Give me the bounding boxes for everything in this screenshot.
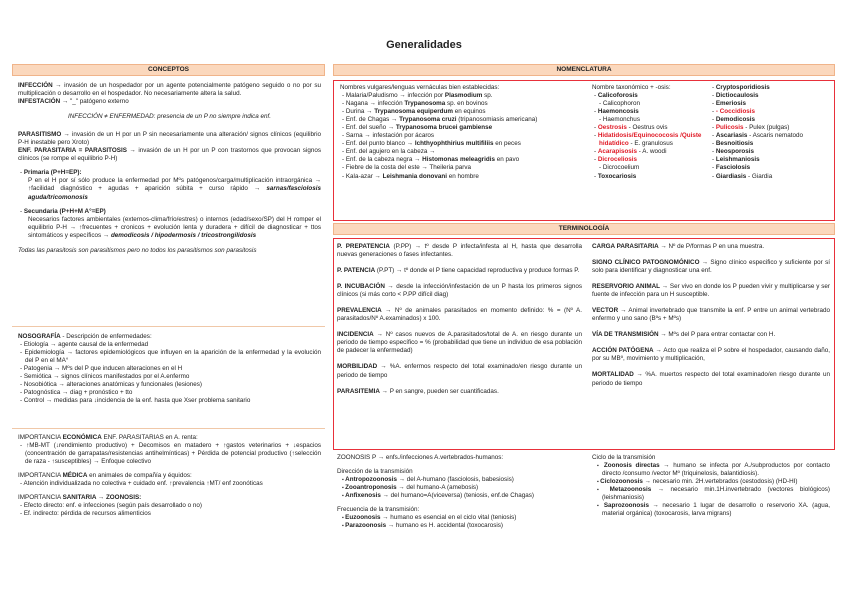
text-span: → humano es esencial en el ciclo vital (teniosis)	[380, 514, 517, 522]
list-item	[710, 108, 830, 116]
list-item: - Epidemiología → factores epidemiológicos que influyen en la aparición de la enfermedad y la evolución del P en el MA°	[18, 349, 321, 365]
ciclo-list	[592, 462, 830, 518]
text-span: Pulicosis	[715, 124, 744, 132]
medica-list	[18, 480, 321, 488]
text-span: Dicrocoelium	[602, 164, 640, 172]
list-item: - Efecto directo: enf. e infecciones (según país desarrollado o no)	[18, 502, 321, 510]
list-item	[710, 132, 830, 140]
sanitaria-list	[18, 502, 321, 518]
economica-list	[18, 442, 321, 466]
list-item	[340, 132, 580, 140]
text-span: Toxocariosis	[597, 172, 637, 180]
text-span: Besnoitiosis	[715, 140, 754, 148]
frecuencia-title: Frecuencia de la transmisión:	[337, 506, 420, 514]
text-span: → humano es H. accidental (toxocarosis)	[386, 522, 504, 530]
term-definition	[337, 243, 582, 259]
text-span: - Oestrus ovis	[626, 124, 668, 132]
list-item	[337, 514, 582, 522]
text-span: (P.PP) → tº desde P infecta/infesta al H, hasta que desarrolla nuevas generaciones o fases infectantes.	[337, 243, 582, 259]
zoonosis-intro: ZOONOSIS P → enfs./infecciones A.vertebrados-humanos:	[337, 454, 504, 461]
text-span: → del humano=A(viceversa) (teniosis, enf.de Chagas)	[380, 492, 534, 500]
term-definition	[592, 283, 830, 299]
text-span: Dictiocaulosis	[715, 92, 759, 100]
list-item	[710, 173, 830, 181]
vernacular-names	[340, 84, 580, 181]
list-item	[710, 156, 830, 164]
list-item	[592, 173, 707, 181]
text-span: Trypanosoma	[404, 100, 446, 108]
list-item	[710, 84, 830, 92]
text-span: → necesario min. 2H.vertebrados (cestodosis) (HD-HI)	[642, 478, 798, 486]
text-span: → %A. enfermos respecto del total examinado/en riesgo durante un periodo de tiempo	[337, 363, 582, 379]
header-terminologia: TERMINOLOGÍA	[333, 223, 835, 235]
sanitaria-title: IMPORTANCIA SANITARIA → ZOONOSIS:	[18, 494, 142, 502]
text-span: Calicophoron	[602, 100, 640, 108]
text-span: Neosporosis	[715, 148, 755, 156]
text-span: Emeriosis	[715, 100, 746, 108]
list-item	[710, 148, 830, 156]
list-item	[340, 100, 580, 108]
term-definition	[337, 331, 582, 355]
text-span: INCIDENCIA	[337, 331, 374, 339]
text-span: Plasmodium	[444, 92, 483, 100]
text-span: en hombre	[447, 172, 479, 180]
text-span: Trypanosoma brucei gambiense	[395, 124, 493, 132]
text-span: Dicroceliosis	[597, 156, 638, 164]
text-span: P. PATENCIA	[337, 267, 376, 275]
divider	[12, 428, 325, 429]
term-definition	[592, 331, 830, 339]
list-item	[592, 116, 707, 124]
list-item: - Semiótica → signos clínicos manifestados por el A.enfermo	[18, 373, 321, 381]
page-title: Generalidades	[386, 39, 462, 51]
text-span: en peces	[493, 140, 521, 148]
terminologia-left	[337, 243, 582, 396]
list-item	[592, 462, 830, 478]
vernacular-list	[340, 92, 580, 181]
list-item	[340, 140, 580, 148]
text-span: → necesario min.1H.invertebrado (vectores biológicos) (leishmaniosis)	[602, 486, 830, 502]
text-span: Saprozoonosis	[603, 502, 649, 510]
text-span: Histomonas meleagridis	[422, 156, 495, 164]
text-span: Enf. del sueño →	[345, 124, 396, 132]
text-span: Zooantroponosis	[345, 484, 397, 492]
term-definition	[337, 267, 582, 275]
list-item	[592, 132, 707, 148]
frecuencia-list	[337, 514, 582, 530]
list-item	[592, 92, 707, 100]
text-span: Leishmania donovani	[382, 172, 447, 180]
secundaria-list: - Secundaria (P+H+M A°=EP)	[18, 208, 321, 216]
list-item	[710, 124, 830, 132]
list-item	[337, 492, 582, 500]
text-span: → Mºs del P para entrar contactar con H.	[658, 331, 776, 339]
header-conceptos: CONCEPTOS	[12, 64, 325, 76]
list-item	[337, 522, 582, 530]
text-span: → Ser vivo en donde los P pueden vivir y multiplicarse y ser fuente de infección para un H susceptible.	[592, 283, 830, 299]
text-span: PARASITEMIA	[337, 387, 380, 395]
term-definition	[592, 347, 830, 363]
text-span: - E. granulosus	[628, 140, 673, 148]
term-definition	[592, 259, 830, 275]
list-item: - Control → medidas para ↓incidencia de la enf. hasta que Xser problema sanitario	[18, 397, 321, 405]
list-item	[592, 478, 830, 486]
text-span: VECTOR	[592, 307, 619, 315]
list-item	[337, 476, 582, 484]
text-span: en pavo	[494, 156, 520, 164]
terminologia-right	[592, 243, 830, 388]
text-span: → %A. muertos respecto del total examinado/en riesgo durante un periodo de tiempo	[592, 371, 830, 387]
list-item: - ↑MB-MT (↓rendimiento productivo) + Decomisos en matadero + ↑gastos veterinarios + ↓espacios (concentración de garrapatas/resistencias antihelmínticas) + Pérdida de potencial productivo (↑selección de raza - ↑susceptibles) → Enfoque colectivo	[18, 442, 321, 466]
text-span: - Giardia	[746, 172, 773, 180]
infeccion-def: INFECCIÓN → invasión de un hospedador por un agente potencialmente patógeno seguido o no por su multiplicación o desarrollo en el hospedador. No necesariamente altera la salud.	[18, 82, 321, 98]
text-span: → humano se infecta por A./subproductos por contacto directo /consumo /vector Mº (triquinelosis, balantidiosis).	[602, 462, 831, 478]
text-span: Enf. de la cabeza negra →	[345, 156, 423, 164]
text-span: Anfixenosis	[345, 492, 381, 500]
term-definition	[337, 363, 582, 379]
term-definition	[337, 307, 582, 323]
text-span: Malaria/Paludismo → infección por	[345, 92, 445, 100]
list-item	[592, 148, 707, 156]
text-span: CARGA PARASITARIA	[592, 243, 659, 250]
text-span: Calicoforosis	[597, 92, 638, 100]
list-item	[592, 164, 707, 172]
text-span: Demodicosis	[715, 116, 756, 124]
text-span: → del A-humano (fasciolosis, babesiosis)	[396, 476, 514, 484]
text-span: Nagana → infección	[345, 100, 405, 108]
list-item	[340, 116, 580, 124]
list-item	[592, 156, 707, 164]
list-item	[340, 92, 580, 100]
direccion-title: Dirección de la transmisión	[337, 468, 413, 476]
list-item	[710, 100, 830, 108]
text-span: Enf. del agujero en la cabeza →	[345, 148, 436, 156]
list-item: - Etiología → agente causal de la enfermedad	[18, 341, 321, 349]
vernacular-intro: Nombres vulgares/lenguas vernáculas bien establecidas:	[340, 84, 500, 91]
secundaria-text: Necesarios factores ambientales (externos-clima/frío/estres) o internos (edad/sexo/SP) del H romper el equilibrio P-H → ↑frecuentes + cronicos + evolución lenta y duradera + difícil de diagnosticar + ttos sintomáticos y específicos → demodicosis / hipodermosis / tricostrongilidosis	[28, 215, 321, 239]
list-item	[710, 164, 830, 172]
text-span: → del humano-A (amebosis)	[396, 484, 479, 492]
nosografia-list	[18, 341, 321, 405]
text-span: Fiebre de la costa del este → Theileria parva	[345, 164, 472, 172]
list-item	[340, 173, 580, 181]
text-span: - Coccidiosis	[715, 108, 756, 116]
text-span: Hidatidosis/Equinococosis /Quiste hidatídico	[597, 132, 702, 148]
text-span: - A. woodi	[637, 148, 667, 156]
text-span: en equinos	[452, 108, 486, 116]
text-span: RESERVORIO ANIMAL	[592, 283, 660, 291]
medica-title: IMPORTANCIA MÉDICA en animales de compañía y équidos:	[18, 472, 192, 480]
conceptos-column	[18, 82, 321, 255]
text-span: Oestrosis	[597, 124, 627, 132]
list-item	[340, 108, 580, 116]
taxonomic-col-2	[710, 84, 830, 181]
text-span: → Nº de animales parasitados en momento definido: % = (Nº A. parasitados/Nº A.examinados) x 100.	[337, 307, 582, 323]
divider	[12, 326, 325, 327]
list-item	[592, 502, 830, 518]
text-span: MORBILIDAD	[337, 363, 378, 371]
text-span: Antropozoonosis	[345, 476, 397, 484]
text-span: - Ascaris nematodo	[747, 132, 804, 140]
taxonomic-list-1	[592, 92, 707, 181]
text-span: P. INCUBACIÓN	[337, 283, 385, 291]
text-span: Giardiasis	[715, 172, 747, 180]
text-span: → necesario 1 lugar de desarrollo o reservorio XA. (agua, material orgánica) (toxocarosis, larva migrans)	[602, 502, 830, 518]
text-span: - Pulex (pulgas)	[743, 124, 790, 132]
list-item	[337, 484, 582, 492]
text-span: MORTALIDAD	[592, 371, 634, 379]
primaria-list: - Primaria (P+H=EP):	[18, 169, 321, 177]
term-definition	[592, 371, 830, 387]
text-span: → Animal invertebrado que transmite la enf. P entre un animal vertebrado enfermo y uno sano (Bºs + Mºs)	[592, 307, 830, 323]
text-span: → Signo clínico especifico y suficiente por sí solo para identificar y diagnosticar una enf.	[592, 259, 830, 275]
header-nomenclatura: NOMENCLATURA	[333, 64, 835, 76]
infeccion-note: INFECCIÓN ≠ ENFERMEDAD: presencia de un P no siempre indica enf.	[67, 113, 272, 121]
enf-parasitaria-def: ENF. PARASITARIA = PARASITOSIS → invasión de un H por un P con trastornos que provocan signos clínicos (se rompe el equilibrio P-H)	[18, 147, 321, 163]
text-span: Trypanosoma cruzi	[399, 116, 457, 124]
list-item	[710, 140, 830, 148]
list-item: - Patognóstica → diag + pronóstico + tto	[18, 389, 321, 397]
text-span: P. PREPATENCIA	[337, 243, 390, 250]
term-definition	[592, 307, 830, 323]
term-definition	[337, 283, 582, 299]
text-span: Fasciolosis	[715, 164, 751, 172]
text-span: Kala-azar →	[345, 172, 383, 180]
infestacion-def: INFESTACIÓN → "_" patógeno externo	[18, 98, 129, 106]
text-span: → P en sangre, pueden ser cuantificadas.	[379, 387, 499, 395]
taxonomic-title: Nombre taxonómico + -osis:	[592, 84, 671, 91]
text-span: Ciclozoonosis	[600, 478, 643, 486]
nosografia-section	[18, 333, 321, 405]
text-span: SIGNO CLÍNICO PATOGNOMÓNICO	[592, 259, 700, 267]
list-item	[710, 92, 830, 100]
list-item	[340, 124, 580, 132]
term-definition	[592, 243, 830, 251]
list-item	[340, 156, 580, 164]
text-span: VÍA DE TRANSMISIÓN	[592, 331, 659, 339]
text-span: ACCIÓN PATÓGENA	[592, 347, 654, 355]
text-span: Haemonchus	[602, 116, 640, 124]
text-span: sp. en bovinos	[445, 100, 488, 108]
text-span: Ascariasis	[715, 132, 748, 140]
list-item	[592, 108, 707, 116]
primaria-text: P en el H por sí sólo produce la enfermedad por Mºs patógenos/carga/multiplicación intraorgánica → ↑facilidad diagnóstico + agudas + aparición súbita + curso rápido → sarnas/fasciolosis aguda/tricomonosis	[28, 177, 321, 201]
text-span: Enf. de Chagas →	[345, 116, 400, 124]
text-span: → Acto que realiza el P sobre el hospedador, causando daño, por su MBº, movimiento y multiplicación,	[592, 347, 830, 363]
importancia-section	[18, 434, 321, 518]
text-span: → desde la infección/infestación de un P hasta los primeros signos clínicos (si más corto < P.PP difícil diag)	[337, 283, 583, 299]
text-span: Durina →	[345, 108, 375, 116]
ciclo-title: Ciclo de la transmisión	[592, 454, 656, 461]
text-span: PREVALENCIA	[337, 307, 382, 315]
text-span: Ichthyophthirius multifiliis	[414, 140, 494, 148]
parasitismo-def: PARASITISMO → invasión de un H por un P sin necesariamente una alteración/ signos clínicos (equilibrio P-H inestable pero Xroto)	[18, 131, 321, 147]
list-item: - Atención individualizada no colectiva + cuidado enf. ↑prevalencia ↑MT/ enf zoonóticas	[18, 480, 321, 488]
taxonomic-list-2	[710, 84, 830, 181]
economica-title: IMPORTANCIA ECONÓMICA ENF. PARASITARIAS en A. renta:	[18, 434, 198, 441]
text-span: Trypanosoma equiperdum	[374, 108, 453, 116]
list-item: - Nosobiótica → alteraciones anatómicas y funcionales (lesiones)	[18, 381, 321, 389]
list-item	[592, 100, 707, 108]
list-item	[592, 486, 830, 502]
term-definition	[337, 388, 582, 396]
text-span: Zoonosis directas	[603, 462, 660, 470]
text-span: Parazoonosis	[345, 522, 387, 530]
text-span: sp.	[482, 92, 493, 100]
zoonosis-right	[592, 454, 830, 518]
text-span: Acarapisosis	[597, 148, 638, 156]
list-item	[340, 148, 580, 156]
list-item: - Ef. indirecto: pérdida de recursos alimenticios	[18, 510, 321, 518]
text-span: Cryptosporidiosis	[715, 84, 770, 91]
todas-note: Todas las parasitosis son parasitismos pero no todos los parasitismos son parasitosis	[18, 246, 257, 254]
text-span: Sarna → infestación por ácaros	[345, 132, 435, 140]
list-item	[340, 164, 580, 172]
list-item	[592, 124, 707, 132]
text-span: (P.PT) → tº donde el P tiene capacidad reproductiva y produce formas P.	[375, 267, 580, 275]
text-span: Leishmaniosis	[715, 156, 760, 164]
list-item	[710, 116, 830, 124]
text-span: Enf. del punto blanco →	[345, 140, 415, 148]
direccion-list	[337, 476, 582, 500]
list-item: - Patogenia → Mºs del P que inducen alteraciones en el H	[18, 365, 321, 373]
text-span: → Nº de P/formas P en una muestra.	[658, 243, 765, 250]
zoonosis-left	[337, 454, 582, 530]
text-span: → Nº casos nuevos de A.parasitados/total de A. en riesgo durante un periodo de tiempo específico = % (probabilidad que tiene un individuo de esa población de padecer la enfermedad)	[337, 331, 582, 355]
text-span: Haemoncosis	[597, 108, 639, 116]
text-span: (tripanosomiasis americana)	[456, 116, 538, 124]
text-span: Metazoonosis	[609, 486, 652, 494]
text-span: Euzoonosis	[345, 514, 381, 522]
taxonomic-col-1	[592, 84, 707, 181]
nosografia-title: NOSOGRAFÍA - Descripción de enfermedades:	[18, 333, 152, 340]
